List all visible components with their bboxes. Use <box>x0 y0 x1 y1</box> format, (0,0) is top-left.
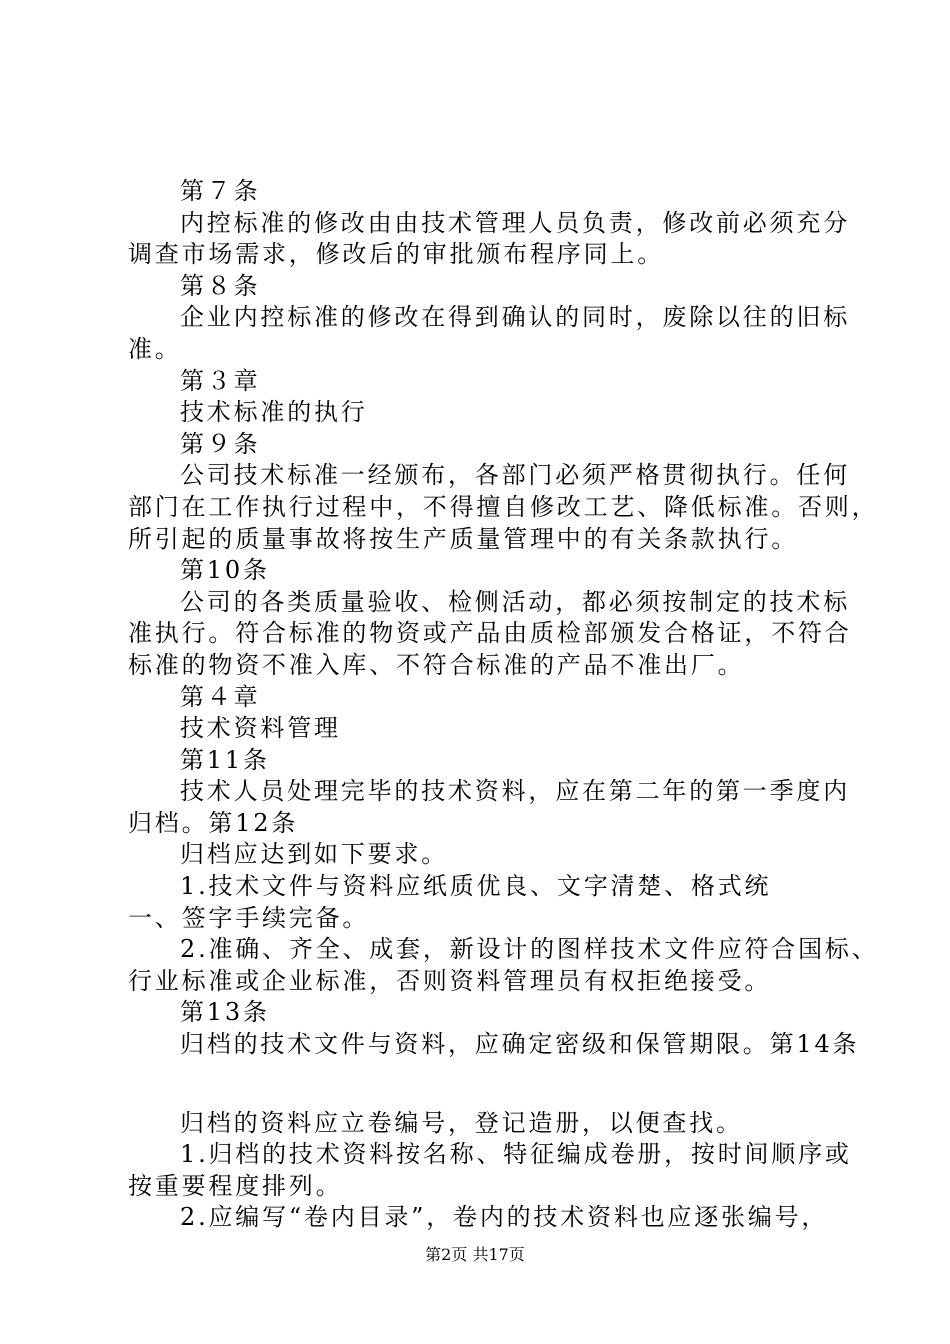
text-line: 企业内控标准的修改在得到确认的同时，废除以往的旧标 <box>180 303 850 332</box>
text-line: 第10条 <box>180 556 270 585</box>
text-line: 归档的技术文件与资料，应确定密级和保管期限。第14条 <box>180 1030 860 1059</box>
text-line: 第３章 <box>180 366 261 395</box>
text-line: 调查市场需求，修改后的审批颁布程序同上。 <box>128 240 664 269</box>
text-line: 准执行。符合标准的物资或产品由质检部颁发合格证，不符合 <box>128 619 852 648</box>
text-line: 准。 <box>128 334 182 363</box>
page-footer: 第2页 共17页 <box>425 1245 525 1264</box>
text-line: 技术标准的执行 <box>180 398 368 427</box>
text-line: 行业标准或企业标准，否则资料管理员有权拒绝接受。 <box>128 966 772 995</box>
text-line: 2.准确、齐全、成套，新设计的图样技术文件应符合国标、 <box>180 935 879 964</box>
text-line: 一、签字手续完备。 <box>128 903 370 932</box>
text-line: 第９条 <box>180 429 261 458</box>
text-line: 部门在工作执行过程中，不得擅自修改工艺、降低标准。否则， <box>128 492 879 521</box>
text-line: 1.归档的技术资料按名称、特征编成卷册，按时间顺序或 <box>180 1140 852 1169</box>
paragraph-gap <box>128 1061 840 1108</box>
text-line: 第４章 <box>180 682 261 711</box>
text-line: 公司的各类质量验收、检侧活动，都必须按制定的技术标 <box>180 587 850 616</box>
text-line: 归档的资料应立卷编号，登记造册，以便查找。 <box>180 1108 743 1137</box>
text-line: 第８条 <box>180 271 261 300</box>
text-line: 归档。第12条 <box>128 808 299 837</box>
text-line: 内控标准的修改由由技术管理人员负责，修改前必须充分 <box>180 208 850 237</box>
text-line: 公司技术标准一经颁布，各部门必须严格贯彻执行。任何 <box>180 461 850 490</box>
text-line: 按重要程度排列。 <box>128 1171 343 1200</box>
document-body <box>128 176 879 1234</box>
text-line: 技术资料管理 <box>180 714 341 743</box>
text-line: 技术人员处理完毕的技术资料，应在第二年的第一季度内 <box>180 777 850 806</box>
text-line: 标准的物资不准入库、不符合标准的产品不准出厂。 <box>128 650 745 679</box>
text-line: 2.应编写“卷内目录”，卷内的技术资料也应逐张编号， <box>180 1203 829 1232</box>
text-line: 第13条 <box>180 998 270 1027</box>
text-line: 第７条 <box>180 177 261 205</box>
text-line: 所引起的质量事故将按生产质量管理中的有关条款执行。 <box>128 524 798 553</box>
text-line: 第11条 <box>180 745 270 774</box>
text-line: 归档应达到如下要求。 <box>180 840 448 869</box>
text-line: 1.技术文件与资料应纸质优良、文字清楚、格式统 <box>180 872 772 901</box>
